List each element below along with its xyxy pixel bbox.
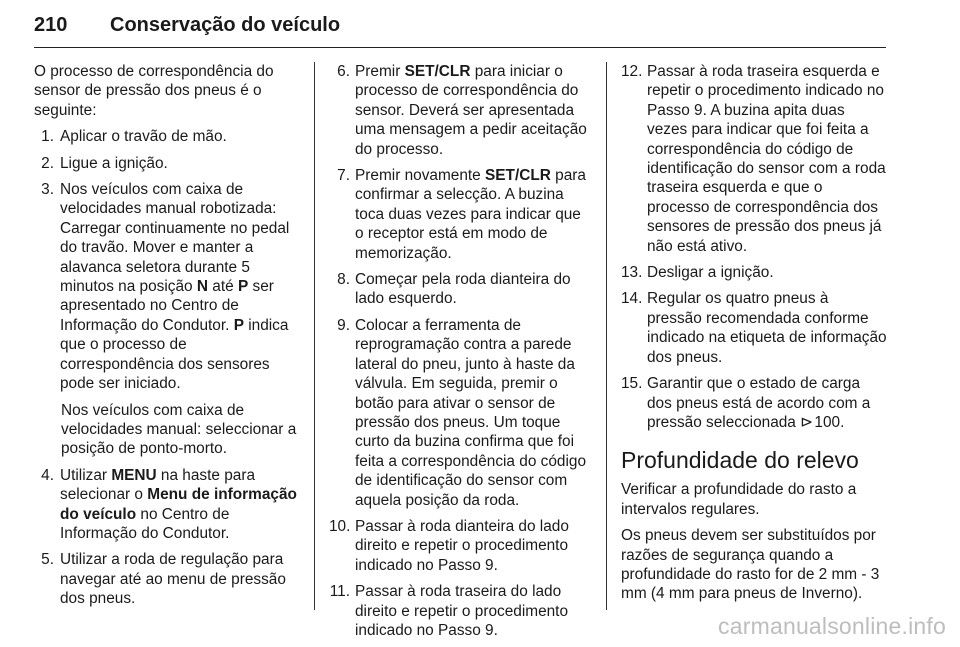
set-clr-key-label-2: SET/CLR xyxy=(485,167,551,185)
step-4: 4. Utilizar MENU na haste para selecionar o Menu de informação do veículo no Centro de Informação do Condutor. xyxy=(41,466,297,542)
intro-paragraph: O processo de correspondência do sensor de pressão dos pneus é o seguinte: xyxy=(34,63,274,119)
section-heading: Profundidade do relevo xyxy=(621,447,859,474)
gear-p-label-2: P xyxy=(233,316,244,334)
tread-paragraph-1: Verificar a profundidade do rasto a intervalos regulares. xyxy=(621,481,857,518)
header-divider xyxy=(34,47,886,48)
column-divider-1 xyxy=(314,62,315,610)
set-clr-key-label: SET/CLR xyxy=(404,63,471,80)
step-14: 14. Regular os quatro pneus à pressão recomendada conforme indicado na etiqueta de informação dos pneus. xyxy=(621,290,887,366)
step-10: 10. Passar à roda dianteira do lado direito e repetir o procedimento indicado no Passo 9. xyxy=(329,517,569,574)
step-2: 2. Ligue a ignição. xyxy=(41,154,168,172)
gear-n-label: N xyxy=(196,278,209,296)
menu-key-label: MENU xyxy=(111,466,157,484)
step-15: 15. Garantir que o estado de carga dos pneus está de acordo com a pressão seleccionada ⊳ 100. xyxy=(621,375,871,431)
steps-list-2 xyxy=(329,62,591,640)
gear-p-label: P xyxy=(237,278,249,296)
page-reference[interactable]: 100. xyxy=(810,413,845,431)
steps-list-3 xyxy=(621,62,887,432)
step-7: 7. Premir novamente SET/CLR para confirmar a selecção. A buzina toca duas vezes para indicar que o receptor está em modo de memorização. xyxy=(337,167,586,262)
column-2 xyxy=(329,62,591,647)
page-number: 210 xyxy=(34,14,68,36)
column-divider-2 xyxy=(606,62,607,610)
step-3-subparagraph: Nos veículos com caixa de velocidades manual: seleccionar a posição de ponto-morto. xyxy=(61,401,297,458)
page-header xyxy=(34,14,886,48)
step-8: 8. Começar pela roda dianteira do lado esquerdo. xyxy=(337,271,571,308)
step-13: 13. Desligar a ignição. xyxy=(621,264,774,282)
column-1 xyxy=(34,62,300,616)
step-9: 9. Colocar a ferramenta de reprogramação contra a parede lateral do pneu, junto à haste da válvula. Em seguida, premir o botão para ativar o sensor de pressão dos pneus. Um toque curto da buzina confirma que foi feita a correspondência do código de identificação do sensor com aquela posição da roda. xyxy=(337,316,587,509)
step-12: 12. Passar à roda traseira esquerda e repetir o procedimento indicado no Passo 9. A buzina apita duas vezes para indicar que foi feita a correspondência do código de identificação do sensor com a roda traseira esquerda e que o processo de correspondência dos sensores de pressão dos pneus já não está ativo. xyxy=(621,63,886,255)
step-6: 6. Premir SET/CLR para iniciar o processo de correspondência do sensor. Deverá ser apresentada uma mensagem a pedir aceitação do processo. xyxy=(337,63,587,158)
watermark: carmanualsonline.info xyxy=(718,613,946,639)
chapter-title: Conservação do veículo xyxy=(110,14,341,36)
step-3: 3. Nos veículos com caixa de velocidades manual robotizada: Carregar continuamente no pedal do travão. Mover e manter a alavanca seletora durante 5 minutos na posição N até P ser apresentado no Centro de Informação do Condutor. P indica que o processo de correspondência dos sensores pode ser iniciado. xyxy=(41,181,290,393)
tread-paragraph-2: Os pneus devem ser substituídos por razões de segurança quando a profundidade do rasto for de 2 mm - 3 mm (4 mm para pneus de Inverno). xyxy=(621,527,880,603)
step-11: 11. Passar à roda traseira do lado direito e repetir o procedimento indicado no Passo 9. xyxy=(329,583,569,639)
step-1: 1. Aplicar o travão de mão. xyxy=(41,128,227,146)
vehicle-info-menu-label: Menu de informação do veículo xyxy=(60,486,297,523)
page-reference-icon: ⊳ xyxy=(800,413,814,431)
column-3 xyxy=(621,62,887,611)
step-5: 5. Utilizar a roda de regulação para navegar até ao menu de pressão dos pneus. xyxy=(41,551,286,608)
steps-list-1 xyxy=(34,127,300,393)
